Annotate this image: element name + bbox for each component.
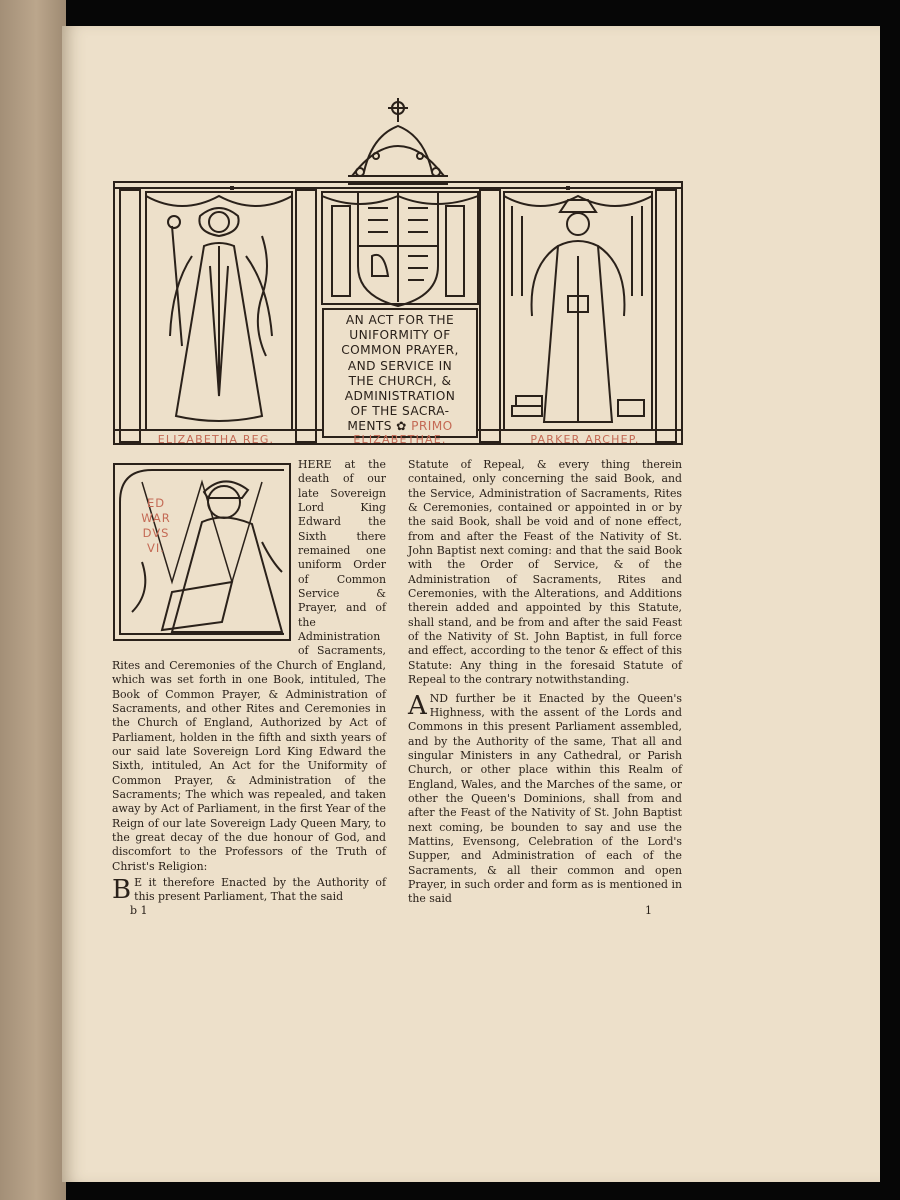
right-text-column: [408, 458, 682, 907]
act-title-panel: [322, 308, 478, 438]
paragraph-3-text: Statute of Repeal, & every thing therein contained, only concerning the said Book, and the Service, Administration of Sacraments, Rites & Ceremonies, contained or appointed in or by the said Book, shall be void and of none effect, from and after the Feast of the Nativity of St. John Baptist next coming: and that the said Book with the Order of Service, & of the Administration of Sacraments, Rites and Ceremonies, with the Alterations, and Additions therein added and appointed by this Statute, shall stand, and be from and after the said Feast of the Nativity of St. John Baptist, in full force and effect, according to the tenor & effect of this Statute: Any thing in the foresaid Statute of Repeal to the contrary notwithstanding.: [408, 458, 682, 687]
paragraph-3: [408, 458, 682, 688]
act-title-line: AND SERVICE IN: [347, 358, 453, 373]
act-title-red-word: PRIMO: [411, 419, 453, 434]
caption-parker: PARKER ARCHEP.: [530, 433, 640, 446]
act-title-line: AN ACT FOR THE: [345, 313, 455, 327]
paragraph-2-text: E it therefore Enacted by the Authority of this present Parliament, That the said: [134, 875, 386, 904]
drop-initial-b: B: [112, 874, 132, 905]
header-woodcut: [112, 96, 684, 448]
act-title-line: OF THE SACRA-: [350, 404, 450, 419]
edward-label-line: WAR: [141, 511, 171, 525]
paragraph-1-text: HERE at the death of our late Sovereign Lord King Edward the Sixth there remained one uniform Order of Common Service & Prayer, and of the Administration of Sacraments, Rites and Ceremonies of the Church of England, which was set forth in one Book, intituled, The Book of Common Prayer, & Administration of Sacraments, and other Rites and Ceremonies in the Church of England, Authorized by Act of Parliament, holden in the fifth and sixth years of our said late Sovereign Lord King Edward the Sixth, intituled, An Act for the Uniformity of Common Prayer, & Administration of the Sacraments; The which was repealed, and taken away by Act of Parliament, in the first Year of the Reign of our late Sovereign Lady Queen Mary, to the great decay of the due honour of God, and discomfort to the Professors of the Truth of Christ's Religion:: [112, 458, 386, 873]
page-number: 1: [645, 904, 652, 917]
act-title-line: COMMON PRAYER,: [341, 343, 459, 358]
edward-label-line: DVS: [142, 526, 170, 540]
book-spine: [0, 0, 66, 1200]
act-title-line: UNIFORMITY OF: [349, 328, 451, 343]
act-title-line: ADMINISTRATION: [344, 389, 456, 404]
caption-middle: ELIZABETHAE.: [353, 433, 447, 446]
edward-label: [126, 496, 186, 556]
edward-label-line: ED: [146, 496, 166, 510]
ornament-icon: ✿: [396, 419, 407, 434]
act-title-black-word: MENTS: [347, 419, 392, 434]
paragraph-2: [112, 876, 386, 905]
edward-label-line: VI.: [147, 541, 165, 555]
drop-initial-a: A: [408, 690, 427, 721]
act-title-line: THE CHURCH, &: [348, 373, 452, 388]
paragraph-4-text: ND further be it Enacted by the Queen's Highness, with the assent of the Lords and Commons in this present Parliament assembled, and by the Authority of the same, That all and singular Ministers in any Cathedral, or Parish Church, or other place within this Realm of England, Wales, and the Marches of the same, or other the Queen's Dominions, shall from and after the Feast of the Nativity of St. John Baptist next coming, be bounden to say and use the Mattins, Evensong, Celebration of the Lord's Supper, and Administration of each of the Sacraments, & all their common and open Prayer, in such order and form as is mentioned in the said: [408, 691, 682, 906]
edward-portrait-initial: [112, 462, 292, 642]
caption-elizabeth: ELIZABETHA REG.: [157, 433, 275, 446]
signature-mark: b 1: [130, 904, 148, 917]
paragraph-4: [408, 692, 682, 907]
left-text-column: [112, 458, 386, 905]
